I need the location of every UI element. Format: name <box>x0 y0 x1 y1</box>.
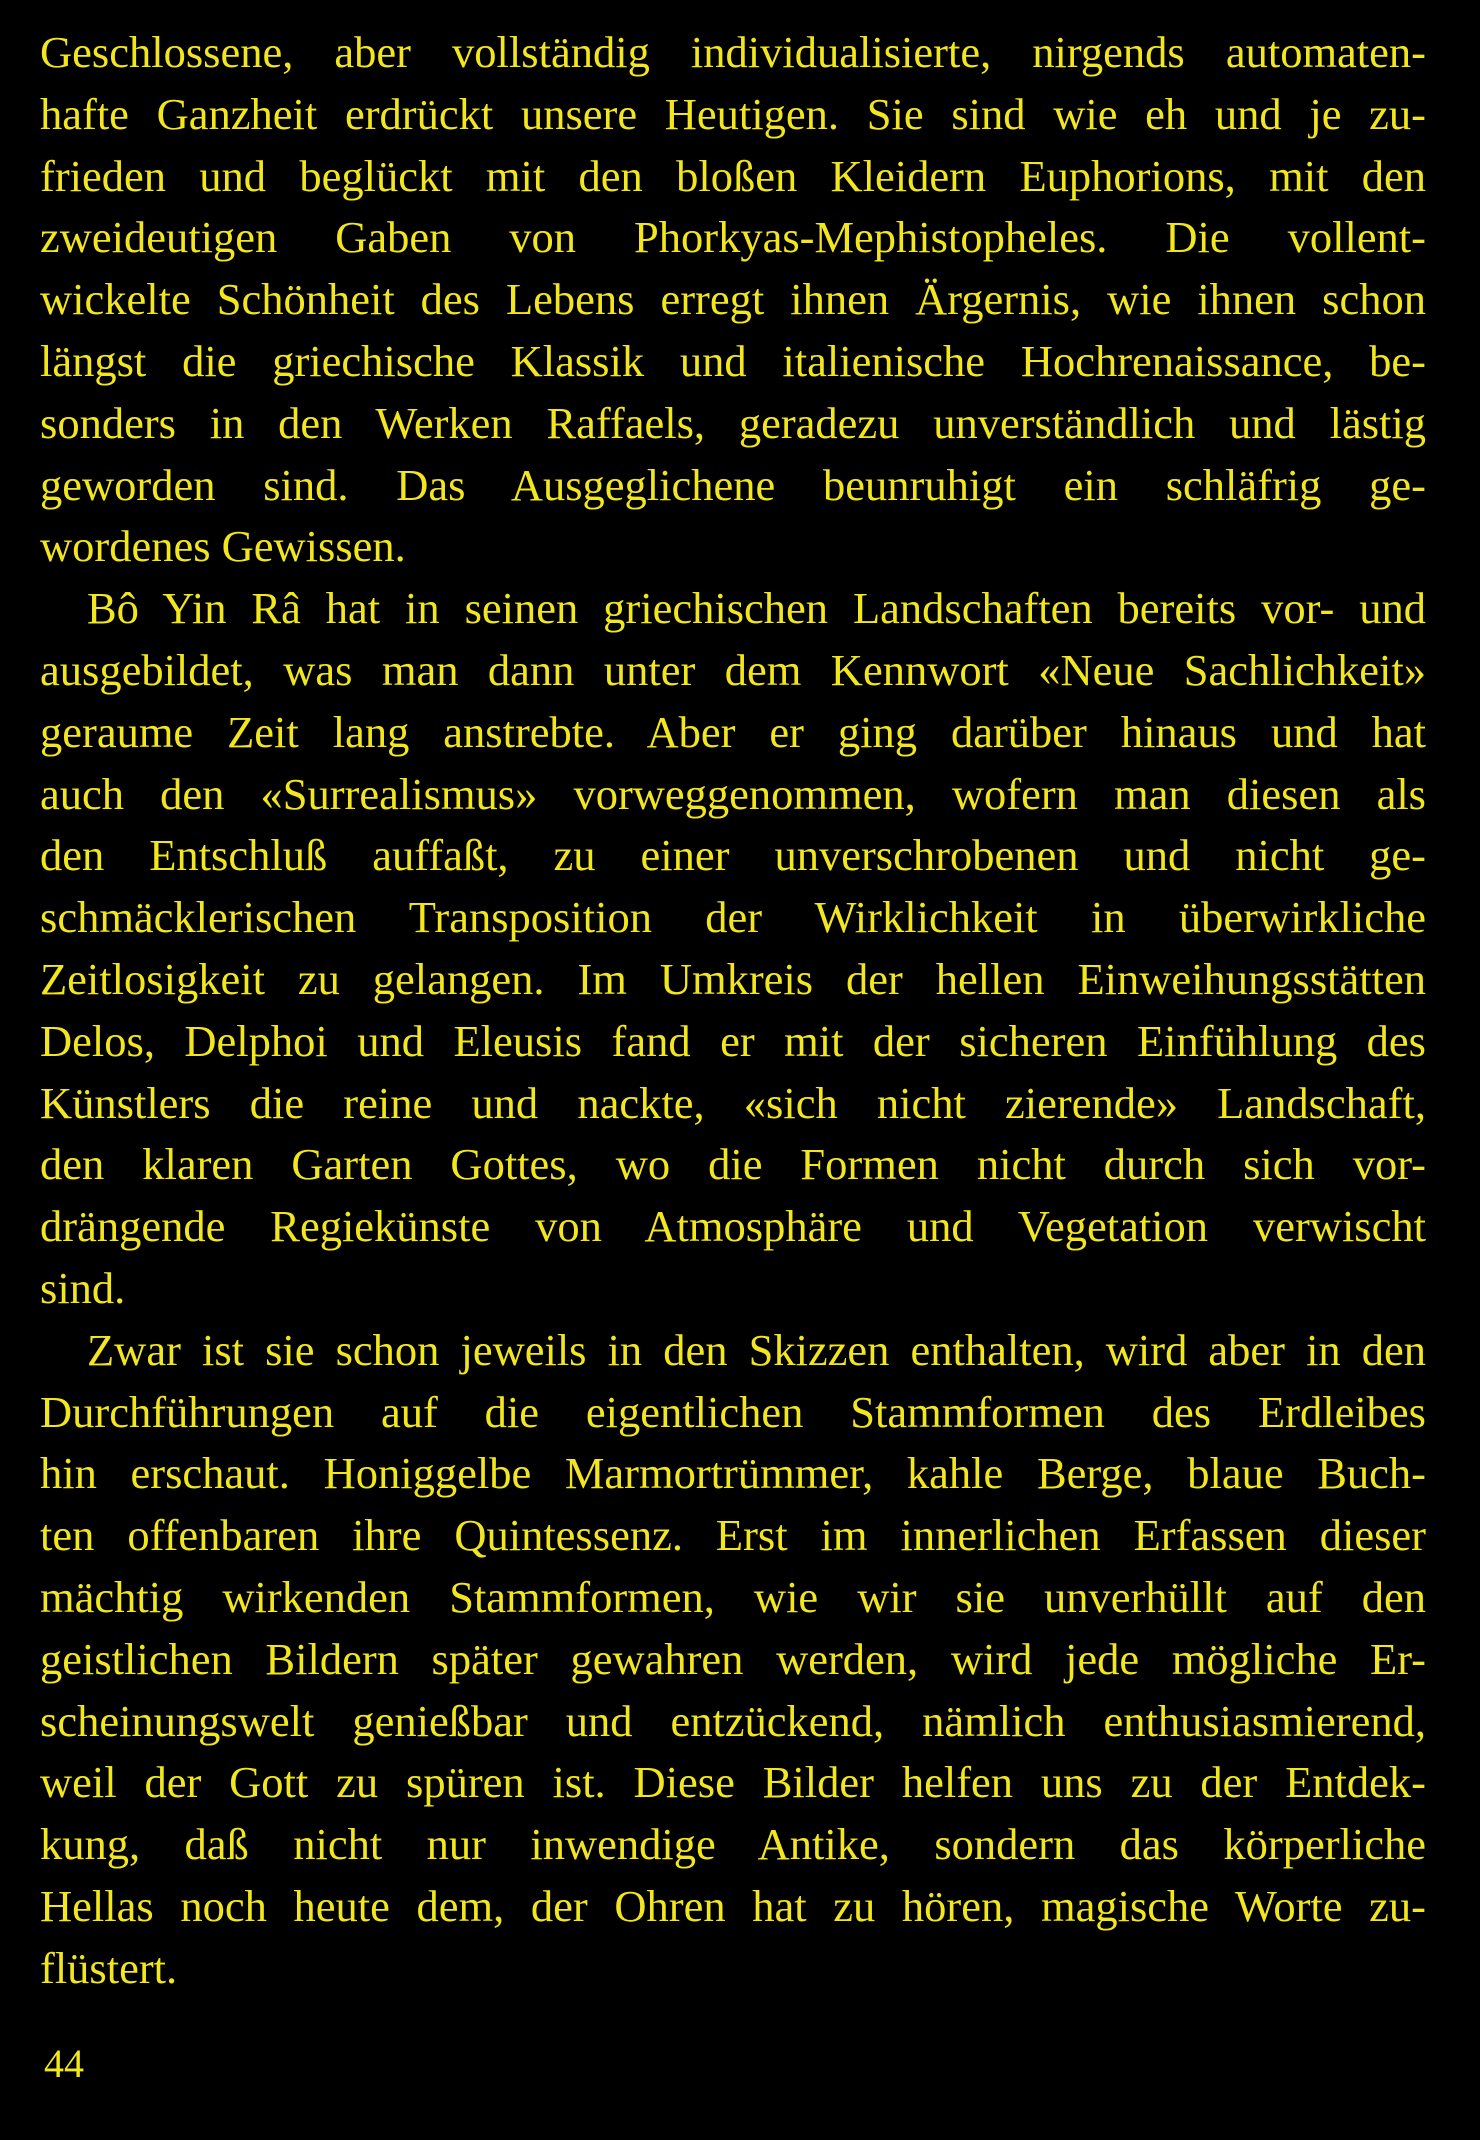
text-line: geworden sind. Das Ausgeglichene beunruhigt ein schläfrig ge- <box>40 459 1426 510</box>
text-line: frieden und beglückt mit den bloßen Kleidern Euphorions, mit den <box>40 150 1426 201</box>
text-line: ausgebildet, was man dann unter dem Kennwort «Neue Sachlichkeit» <box>40 644 1426 695</box>
text-line: Zwar ist sie schon jeweils in den Skizzen enthalten, wird aber in den <box>87 1324 1426 1375</box>
text-line: geistlichen Bildern später gewahren werden, wird jede mögliche Er- <box>40 1633 1426 1684</box>
text-line: schmäcklerischen Transposition der Wirklichkeit in überwirkliche <box>40 892 1426 943</box>
text-line: Hellas noch heute dem, der Ohren hat zu hören, magische Worte zu- <box>40 1880 1426 1931</box>
text-line: sonders in den Werken Raffaels, geradezu unverständlich und lästig <box>40 397 1426 448</box>
text-line: Durchführungen auf die eigentlichen Stammformen des Erdleibes <box>40 1386 1426 1437</box>
text-line: geraume Zeit lang anstrebte. Aber er ging darüber hinaus und hat <box>40 706 1426 757</box>
text-line: Geschlossene, aber vollständig individualisierte, nirgends automaten- <box>40 27 1426 77</box>
text-line: drängende Regiekünste von Atmosphäre und Vegetation verwischt <box>40 1201 1426 1252</box>
text-line: auch den «Surrealismus» vorweggenommen, wofern man diesen als <box>40 768 1426 819</box>
text-line: mächtig wirkenden Stammformen, wie wir sie unverhüllt auf den <box>40 1571 1426 1622</box>
text-line: kung, daß nicht nur inwendige Antike, sondern das körperliche <box>40 1819 1426 1870</box>
text-line: ten offenbaren ihre Quintessenz. Erst im innerlichen Erfassen dieser <box>40 1510 1426 1561</box>
text-line: hafte Ganzheit erdrückt unsere Heutigen. Sie sind wie eh und je zu- <box>40 88 1426 139</box>
text-line: sind. <box>40 1262 126 1313</box>
page-body <box>40 22 1426 2000</box>
paragraph-3 <box>40 1320 1426 2000</box>
text-line: Delos, Delphoi und Eleusis fand er mit der sicheren Einfühlung des <box>40 1015 1426 1066</box>
text-line: Künstlers die reine und nackte, «sich nicht zierende» Landschaft, <box>40 1077 1426 1128</box>
page-number: 44 <box>44 2041 84 2086</box>
text-line: wordenes Gewissen. <box>40 521 406 572</box>
text-line: hin erschaut. Honiggelbe Marmortrümmer, kahle Berge, blaue Buch- <box>40 1448 1426 1499</box>
text-line: längst die griechische Klassik und italienische Hochrenaissance, be- <box>40 335 1426 386</box>
paragraph-2 <box>40 578 1426 1320</box>
text-line: scheinungswelt genießbar und entzückend, nämlich enthusiasmierend, <box>40 1695 1426 1746</box>
text-line: den Entschluß auffaßt, zu einer unverschrobenen und nicht ge- <box>40 830 1426 881</box>
text-line: wickelte Schönheit des Lebens erregt ihnen Ärgernis, wie ihnen schon <box>40 274 1426 325</box>
paragraph-1 <box>40 22 1426 578</box>
text-line: flüstert. <box>40 1942 178 1993</box>
text-line: weil der Gott zu spüren ist. Diese Bilder helfen uns zu der Entdek- <box>40 1757 1426 1808</box>
text-line: Zeitlosigkeit zu gelangen. Im Umkreis der hellen Einweihungsstätten <box>40 953 1426 1004</box>
text-line: zweideutigen Gaben von Phorkyas-Mephistopheles. Die vollent- <box>40 212 1426 263</box>
text-line: den klaren Garten Gottes, wo die Formen nicht durch sich vor- <box>40 1139 1426 1190</box>
text-line: Bô Yin Râ hat in seinen griechischen Landschaften bereits vor- und <box>87 583 1426 634</box>
